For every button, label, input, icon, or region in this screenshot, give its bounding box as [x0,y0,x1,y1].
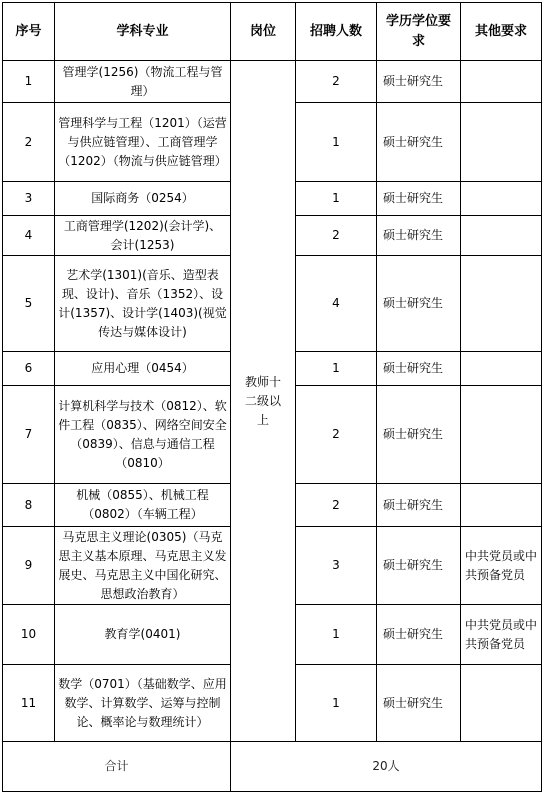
row-index: 9 [3,527,55,605]
total-value: 20人 [231,742,542,792]
row-index: 5 [3,256,55,352]
row-count: 2 [296,61,377,103]
row-count: 2 [296,386,377,484]
row-other: 中共党员或中共预备党员 [461,605,542,665]
row-count: 1 [296,182,377,216]
row-major: 应用心理（0454） [55,352,231,386]
row-major: 教育学(0401) [55,605,231,665]
row-degree: 硕士研究生 [377,665,461,742]
row-degree: 硕士研究生 [377,103,461,182]
row-degree: 硕士研究生 [377,216,461,256]
row-count: 2 [296,484,377,527]
row-index: 10 [3,605,55,665]
row-degree: 硕士研究生 [377,386,461,484]
row-degree: 硕士研究生 [377,527,461,605]
row-major: 数学（0701）（基础数学、应用数学、计算数学、运筹与控制论、概率论与数理统计） [55,665,231,742]
row-degree: 硕士研究生 [377,352,461,386]
row-count: 1 [296,665,377,742]
header-other: 其他要求 [461,3,542,61]
row-index: 1 [3,61,55,103]
row-other [461,665,542,742]
row-count: 2 [296,216,377,256]
header-major: 学科专业 [55,3,231,61]
row-index: 6 [3,352,55,386]
total-row [3,742,542,792]
row-count: 3 [296,527,377,605]
row-index: 8 [3,484,55,527]
row-other [461,352,542,386]
row-major: 计算机科学与技术（0812）、软件工程（0835）、网络空间安全（0839）、信息与通信工程（0810） [55,386,231,484]
row-other [461,103,542,182]
header-row [3,3,542,61]
row-count: 1 [296,103,377,182]
row-count: 1 [296,605,377,665]
header-post: 岗位 [231,3,296,61]
table-row [3,61,542,103]
header-index: 序号 [3,3,55,61]
row-major: 国际商务（0254） [55,182,231,216]
row-index: 7 [3,386,55,484]
row-major: 艺术学(1301)(音乐、造型表现、设计)、音乐（1352）、设计(1357)、设计学(1403)(视觉传达与媒体设计) [55,256,231,352]
row-degree: 硕士研究生 [377,182,461,216]
row-major: 管理学(1256)（物流工程与管理） [55,61,231,103]
row-degree: 硕士研究生 [377,484,461,527]
header-degree: 学历学位要求 [377,3,461,61]
row-index: 4 [3,216,55,256]
row-major: 工商管理学(1202)(会计学)、会计(1253) [55,216,231,256]
row-major: 管理科学与工程（1201）（运营与供应链管理）、工商管理学（1202）（物流与供应链管理） [55,103,231,182]
header-count: 招聘人数 [296,3,377,61]
row-major: 机械（0855）、机械工程（0802）（车辆工程） [55,484,231,527]
row-other [461,216,542,256]
row-other: 中共党员或中共预备党员 [461,527,542,605]
row-index: 11 [3,665,55,742]
row-degree: 硕士研究生 [377,256,461,352]
row-degree: 硕士研究生 [377,61,461,103]
row-degree: 硕士研究生 [377,605,461,665]
row-index: 2 [3,103,55,182]
recruitment-table [2,2,542,792]
row-major: 马克思主义理论(0305)（马克思主义基本原理、马克思主义发展史、马克思主义中国化研究、思想政治教育） [55,527,231,605]
row-index: 3 [3,182,55,216]
row-other [461,182,542,216]
post-cell: 教师十二级以上 [231,61,296,742]
row-other [461,484,542,527]
row-other [461,61,542,103]
row-count: 1 [296,352,377,386]
row-count: 4 [296,256,377,352]
total-label: 合计 [3,742,231,792]
row-other [461,256,542,352]
row-other [461,386,542,484]
